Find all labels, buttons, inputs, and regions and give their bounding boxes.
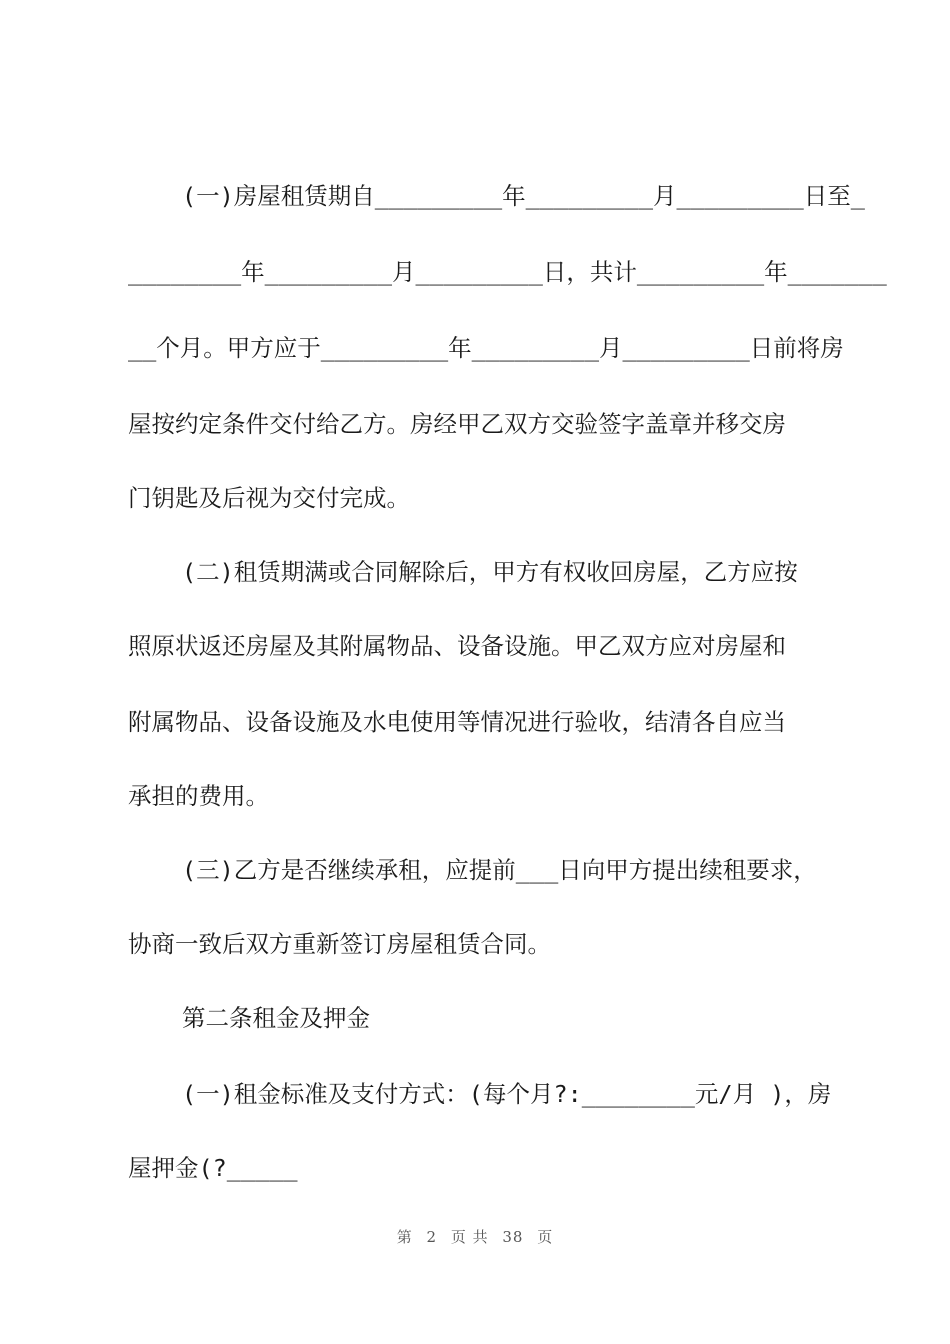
footer-total-pages: 38 bbox=[502, 1228, 524, 1246]
text-line: 协商一致后双方重新签订房屋租赁合同。 bbox=[128, 930, 551, 958]
text-line: (一)租金标准及支付方式：(每个月?:________元/月 )，房 bbox=[182, 1080, 832, 1108]
text-line: 照原状返还房屋及其附属物品、设备设施。甲乙双方应对房屋和 bbox=[128, 632, 786, 660]
text-line: ________年_________月_________日，共计_________年_______ bbox=[128, 258, 887, 286]
text-line: 门钥匙及后视为交付完成。 bbox=[128, 484, 410, 512]
text-line: 屋押金(?_____ bbox=[128, 1154, 298, 1182]
section-heading: 第二条租金及押金 bbox=[182, 1004, 370, 1032]
text-line: __个月。甲方应于_________年_________月_________日前将房 bbox=[128, 334, 844, 362]
text-line: (三)乙方是否继续承租，应提前___日向甲方提出续租要求， bbox=[182, 856, 817, 884]
text-line: 屋按约定条件交付给乙方。房经甲乙双方交验签字盖章并移交房 bbox=[128, 410, 786, 438]
text-line: (二)租赁期满或合同解除后，甲方有权收回房屋，乙方应按 bbox=[182, 558, 798, 586]
text-line: 承担的费用。 bbox=[128, 782, 269, 810]
text-line: 附属物品、设备设施及水电使用等情况进行验收，结清各自应当 bbox=[128, 708, 786, 736]
footer-page-number: 2 bbox=[426, 1228, 438, 1246]
page-footer bbox=[0, 1226, 950, 1247]
footer-suffix: 页 bbox=[537, 1228, 554, 1246]
text-line: (一)房屋租赁期自_________年_________月_________日至_ bbox=[182, 182, 865, 210]
footer-prefix: 第 bbox=[396, 1228, 413, 1246]
footer-middle: 页 共 bbox=[450, 1228, 489, 1246]
